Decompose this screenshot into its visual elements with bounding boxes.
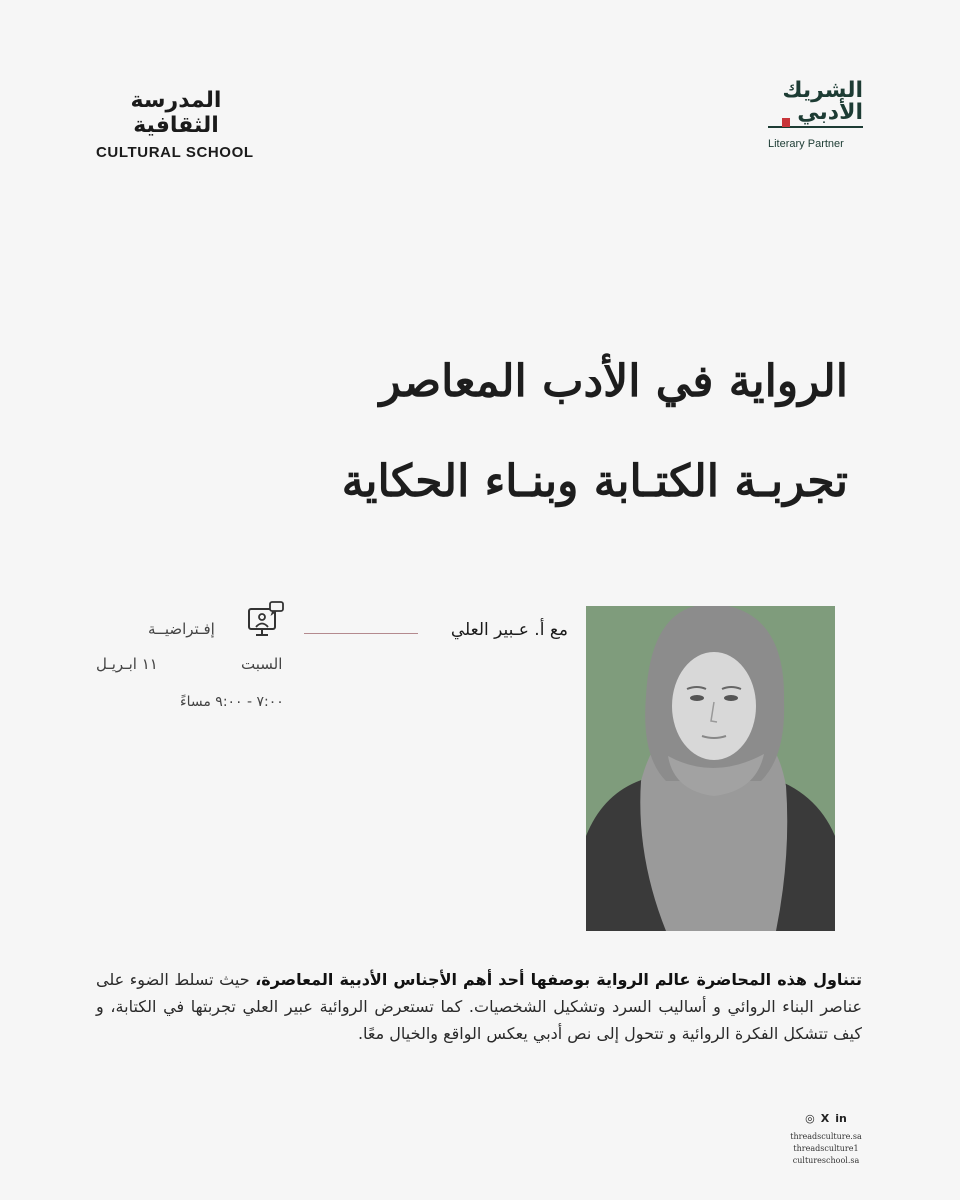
lecture-title-line2: تجربـة الكتـابة وبنـاء الحكاية [341, 456, 848, 507]
school-name-arabic: المدرسة الثقافية [130, 88, 222, 138]
speaker-photo [586, 606, 835, 931]
speaker-name: مع أ. عـبير العلي [450, 620, 568, 640]
bookmark-icon [782, 118, 790, 127]
instagram-icon[interactable]: ◎ [805, 1112, 815, 1125]
partner-name-arabic-line2: الأدبي [797, 100, 863, 125]
social-icons-row [786, 1112, 866, 1125]
event-mode: إفـتراضيــة [148, 620, 215, 638]
partner-name-arabic-line1: الشريك [782, 78, 863, 103]
partner-logo-underline [768, 126, 863, 128]
description-body: حيث تسلط الضوء على عناصر البناء الروائي و أساليب السرد وتشكيل الشخصيات. كما تستعرض الروائية عبير العلي تجربتها في الكتابة، و كيف تتشكل الفكرة الروائية و تتحول إلى نص أدبي يعكس الواقع والخيال معًا. [96, 970, 862, 1043]
lecture-title-line1: الرواية في الأدب المعاصر [379, 356, 848, 407]
virtual-meeting-icon [246, 600, 286, 640]
lecture-description [96, 966, 862, 1047]
description-highlight: تتناول هذه المحاضرة عالم الرواية بوصفها أحد أهم الأجناس الأدبية المعاصرة، [255, 970, 862, 989]
literary-partner-logo [768, 80, 878, 150]
social-handle-3[interactable]: cultureschool.sa [792, 1156, 860, 1165]
event-time: ٧:٠٠ - ٩:٠٠ مساءً [180, 694, 284, 710]
event-date: ١١ ابـريـل [96, 655, 158, 673]
speaker-divider [304, 633, 418, 634]
social-links [786, 1112, 866, 1167]
partner-name-english: Literary Partner [768, 138, 844, 150]
school-name-english: CULTURAL SCHOOL [96, 144, 254, 161]
x-icon[interactable]: X [820, 1112, 830, 1125]
social-handle-1[interactable]: threadsculture.sa [790, 1132, 862, 1141]
speaker-portrait-illustration [586, 606, 835, 931]
linkedin-icon[interactable]: in [835, 1112, 847, 1125]
cultural-school-logo [96, 88, 266, 161]
event-day: السبت [241, 655, 283, 673]
social-handle-2[interactable]: threadsculture1 [793, 1144, 859, 1153]
